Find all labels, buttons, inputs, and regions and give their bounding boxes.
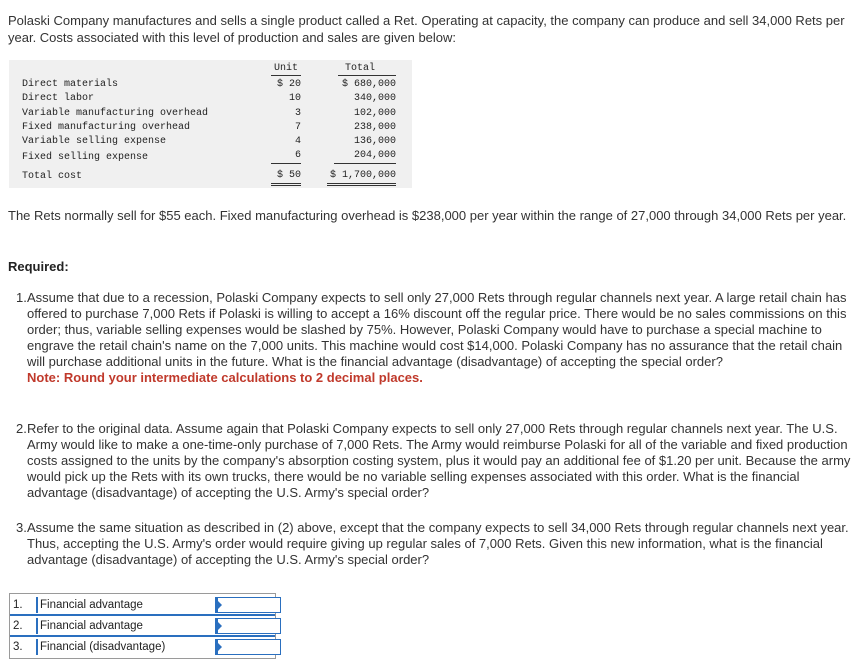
cost-table-header-total: Total	[345, 63, 376, 74]
table-row-unit: 4	[294, 136, 301, 147]
table-row-total: 238,000	[353, 122, 396, 133]
subtotal-line-unit	[271, 163, 301, 164]
answer-input-1[interactable]	[215, 597, 281, 613]
table-row-label: Variable manufacturing overhead	[22, 108, 209, 119]
answer-row-1	[10, 596, 275, 614]
answer-row-2	[10, 617, 275, 635]
question-2	[16, 421, 858, 501]
answer-row-label[interactable]: Financial advantage	[36, 597, 208, 613]
answer-row-number: 3.	[13, 641, 23, 653]
table-row-label: Fixed selling expense	[22, 152, 149, 163]
total-double-line-unit-1	[271, 183, 301, 184]
table-row-total: 136,000	[353, 136, 396, 147]
question-number: 3.	[16, 520, 27, 535]
question-text: Refer to the original data. Assume again that Polaski Company expects to sell only 27,000 Rets through regular channels next year. The U.S. Army would like to make a one-time-only purchase of 7,000 Rets. The Army would reimburse Polaski for all of the variable and fixed production costs assigned to the units by the company's absorption costing system, plus it would pay an additional fee of $1.20 per unit. Because the army would pick up the Rets with its own trucks, there would be no variable selling expenses associated with this order. What is the financial advantage (disadvantage) of accepting the U.S. Army's special order?	[27, 421, 851, 500]
total-row-unit: $ 50	[276, 170, 301, 181]
total-double-line-unit-2	[271, 185, 301, 186]
total-row-label: Total cost	[22, 171, 83, 182]
table-row-total: 340,000	[353, 93, 396, 104]
question-text: Assume that due to a recession, Polaski Company expects to sell only 27,000 Rets through regular channels next year. A large retail chain has offered to purchase 7,000 Rets if Polaski is willing to accept a 16% discount off the regular price. There would be no sales commissions on this order; thus, variable selling expenses would be slashed by 75%. However, Polaski Company would have to purchase a special machine to engrave the retail chain's name on the 7,000 units. This machine would cost $14,000. Polaski Company has no assurance that the retail chain will purchase additional units in the future. What is the financial advantage (disadvantage) of accepting the special order?	[27, 290, 847, 369]
question-3	[16, 520, 858, 568]
answer-row-label[interactable]: Financial (disadvantage)	[36, 639, 208, 655]
total-double-line-total-2	[327, 185, 396, 186]
table-row-label: Fixed manufacturing overhead	[22, 122, 191, 133]
answer-table	[9, 593, 276, 659]
table-row-total: 204,000	[353, 150, 396, 161]
answer-input-3[interactable]	[215, 639, 281, 655]
table-row-unit: 7	[294, 122, 301, 133]
cost-table-header-unit: Unit	[274, 63, 299, 74]
total-row-total: $ 1,700,000	[329, 170, 396, 181]
answer-row-number: 1.	[13, 599, 23, 611]
answer-input-2[interactable]	[215, 618, 281, 634]
question-text: Assume the same situation as described in (2) above, except that the company expects to sell 34,000 Rets through regular channels next year. Thus, accepting the U.S. Army's order would require giving up regular sales of 7,000 Rets. Given this new information, what is the financial advantage (disadvantage) of accepting the U.S. Army's special order?	[27, 520, 849, 567]
table-row-total: $ 680,000	[341, 79, 396, 90]
table-row-label: Direct materials	[22, 79, 119, 90]
rets-paragraph: The Rets normally sell for $55 each. Fixed manufacturing overhead is $238,000 per year within the range of 27,000 through 34,000 Rets per year.	[8, 208, 847, 223]
answer-row-label[interactable]: Financial advantage	[36, 618, 208, 634]
row-divider	[10, 614, 275, 616]
total-double-line-total-1	[327, 183, 396, 184]
header-underline-total	[338, 75, 396, 76]
table-row-total: 102,000	[353, 108, 396, 119]
answer-row-3	[10, 638, 275, 656]
question-1	[16, 290, 858, 386]
table-row-label: Direct labor	[22, 93, 95, 104]
question-number: 1.	[16, 290, 27, 305]
header-underline-unit	[271, 75, 301, 76]
table-row-unit: 10	[288, 93, 301, 104]
row-divider	[10, 635, 275, 637]
table-row-unit: 3	[294, 108, 301, 119]
subtotal-line-total	[334, 163, 396, 164]
intro-paragraph: Polaski Company manufactures and sells a single product called a Ret. Operating at capacity, the company can produce and sell 34,000 Rets per year. Costs associated with this level of production and sales are given below:	[8, 13, 845, 45]
answer-row-number: 2.	[13, 620, 23, 632]
question-number: 2.	[16, 421, 27, 436]
table-row-label: Variable selling expense	[22, 136, 167, 147]
cost-table	[9, 60, 412, 188]
table-row-unit: $ 20	[276, 79, 301, 90]
rounding-note: Note: Round your intermediate calculations to 2 decimal places.	[27, 370, 423, 385]
required-heading: Required:	[8, 259, 69, 274]
table-row-unit: 6	[294, 150, 301, 161]
